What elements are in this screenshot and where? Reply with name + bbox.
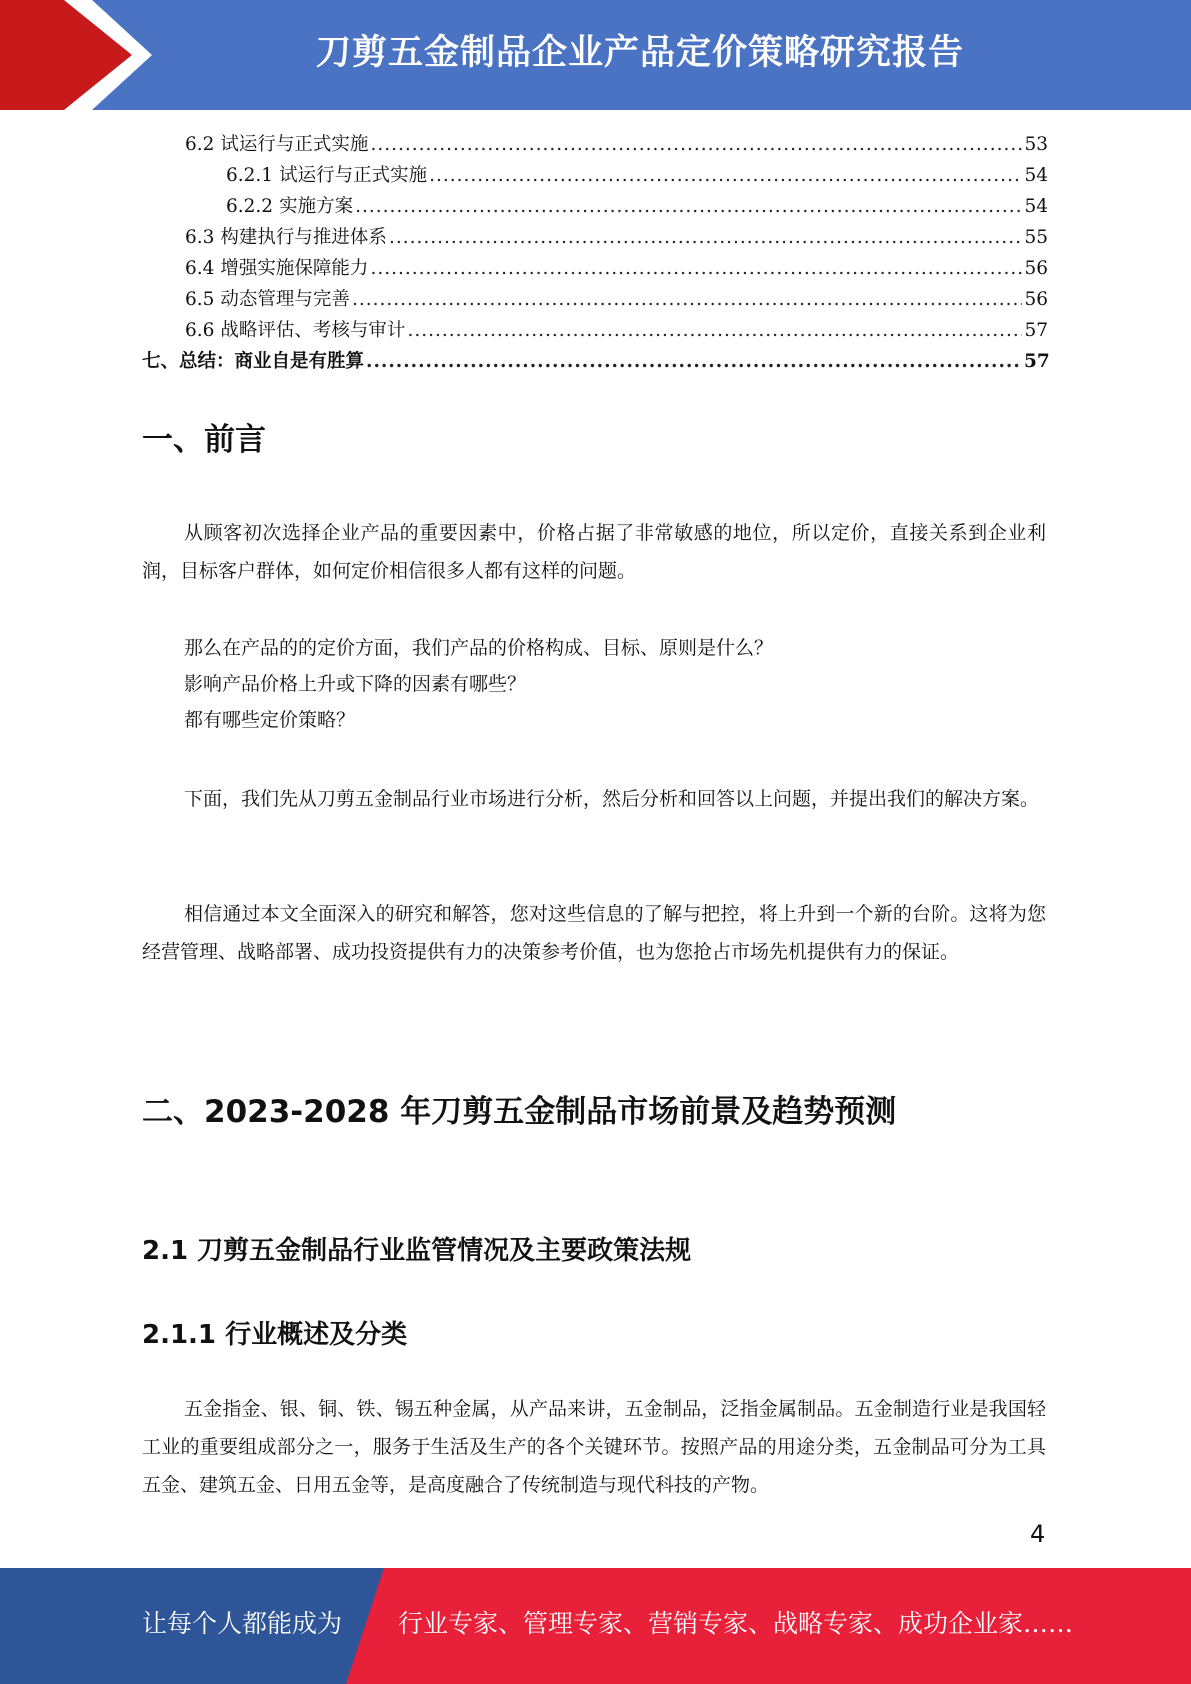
preface-paragraph-3: 相信通过本文全面深入的研究和解答，您对这些信息的了解与把控，将上升到一个新的台阶。这将为您经营管理、战略部署、成功投资提供有力的决策参考价值，也为您抢占市场先机提供有力的保证。 — [142, 903, 1046, 963]
toc-entry-title: 试运行与正式实施 — [279, 165, 428, 186]
toc-entry-page: 53 — [1024, 134, 1048, 155]
toc-leader-dots — [429, 160, 1022, 191]
toc-entry-number: 6.4 — [185, 258, 215, 279]
toc-leader-dots — [407, 315, 1022, 346]
toc-entry-title: 增强实施保障能力 — [220, 258, 369, 279]
report-header-band — [0, 0, 1191, 110]
toc-entry[interactable] — [142, 222, 1048, 253]
toc-leader-dots — [352, 284, 1022, 315]
header-arrow-decoration — [0, 0, 160, 110]
preface-paragraph-1: 从顾客初次选择企业产品的重要因素中，价格占据了非常敏感的地位，所以定价，直接关系到企业利润，目标客户群体，如何定价相信很多人都有这样的问题。 — [142, 522, 1046, 582]
toc-entry-page: 57 — [1024, 320, 1048, 341]
footer-slogan-right: 行业专家、管理专家、营销专家、战略专家、成功企业家…… — [398, 1609, 1074, 1638]
toc-entry[interactable] — [142, 253, 1048, 284]
toc-leader-dots — [389, 222, 1022, 253]
section-2-1-1-heading: 2.1.1 行业概述及分类 — [142, 1320, 408, 1350]
toc-entry[interactable] — [142, 315, 1048, 346]
report-title: 刀剪五金制品企业产品定价策略研究报告 — [315, 33, 964, 73]
page-number: 4 — [1030, 1520, 1046, 1548]
toc-entry-page: 55 — [1024, 227, 1048, 248]
preface-heading: 一、前言 — [142, 422, 266, 458]
toc-entry-page: 56 — [1024, 258, 1048, 279]
toc-entry-title: 构建执行与推进体系 — [220, 227, 387, 248]
toc-entry-number: 6.3 — [185, 227, 215, 248]
toc-entry[interactable] — [142, 160, 1048, 191]
toc-entry-title: 动态管理与完善 — [220, 289, 350, 310]
toc-entry-number: 6.2 — [185, 134, 215, 155]
toc-entry-chapter[interactable] — [142, 346, 1048, 377]
section-2-1-heading: 2.1 刀剪五金制品行业监管情况及主要政策法规 — [142, 1236, 692, 1266]
toc-entry-title: 七、总结：商业自是有胜算 — [142, 351, 365, 372]
footer-slogan-left: 让每个人都能成为 — [142, 1609, 343, 1638]
toc-entry-title: 战略评估、考核与审计 — [220, 320, 406, 341]
toc-entry-number: 6.6 — [185, 320, 215, 341]
toc-entry-title: 试运行与正式实施 — [220, 134, 369, 155]
toc-entry-page: 54 — [1024, 196, 1048, 217]
toc-entry[interactable] — [142, 129, 1048, 160]
toc-entry-number: 6.2.1 — [226, 165, 274, 186]
report-footer-band — [0, 1568, 1191, 1684]
preface-paragraph-2: 下面，我们先从刀剪五金制品行业市场进行分析，然后分析和回答以上问题，并提出我们的解决方案。 — [184, 788, 1040, 810]
toc-leader-dots — [370, 129, 1022, 160]
toc-entry-page: 57 — [1024, 351, 1050, 372]
chapter-2-heading: 二、2023-2028 年刀剪五金制品市场前景及趋势预测 — [142, 1094, 897, 1130]
preface-question-2: 影响产品价格上升或下降的因素有哪些？ — [184, 673, 527, 695]
preface-question-1: 那么在产品的的定价方面，我们产品的价格构成、目标、原则是什么？ — [184, 637, 774, 659]
toc-entry-number: 6.2.2 — [226, 196, 274, 217]
section-2-1-1-paragraph: 五金指金、银、铜、铁、锡五种金属，从产品来讲，五金制品，泛指金属制品。五金制造行业是我国轻工业的重要组成部分之一，服务于生活及生产的各个关键环节。按照产品的用途分类，五金制品可分为工具五金、建筑五金、日用五金等，是高度融合了传统制造与现代科技的产物。 — [142, 1398, 1046, 1496]
table-of-contents — [142, 129, 1048, 377]
toc-leader-dots — [366, 346, 1022, 377]
toc-entry-page: 54 — [1024, 165, 1048, 186]
preface-question-3: 都有哪些定价策略？ — [184, 709, 356, 731]
toc-entry[interactable] — [142, 284, 1048, 315]
toc-entry-title: 实施方案 — [279, 196, 354, 217]
toc-leader-dots — [370, 253, 1022, 284]
toc-leader-dots — [355, 191, 1022, 222]
toc-entry-number: 6.5 — [185, 289, 215, 310]
toc-entry[interactable] — [142, 191, 1048, 222]
toc-entry-page: 56 — [1024, 289, 1048, 310]
